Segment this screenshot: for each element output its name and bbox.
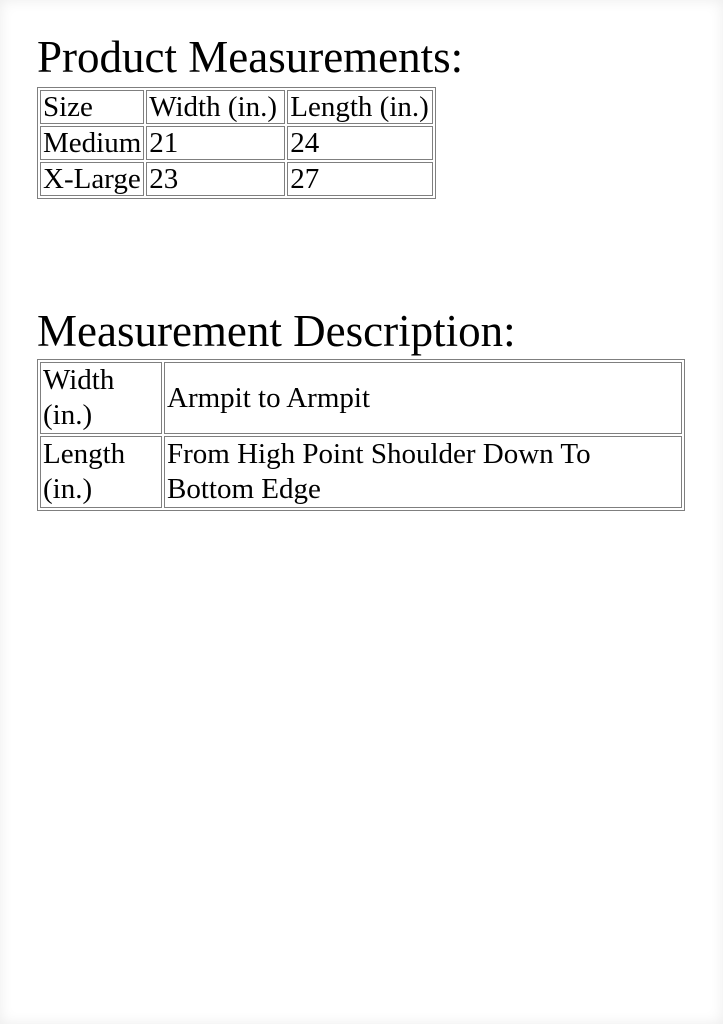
document-page: [0, 0, 723, 511]
table-row: [40, 362, 682, 434]
length-cell: 24: [287, 126, 433, 160]
length-cell: 27: [287, 162, 433, 196]
measurement-description-heading: Measurement Description:: [37, 306, 516, 356]
table-row: [40, 162, 433, 196]
table-row: [40, 436, 682, 508]
column-header-length: Length (in.): [287, 90, 433, 124]
column-header-size: Size: [40, 90, 144, 124]
table-header-row: [40, 90, 433, 124]
product-measurements-table: [37, 87, 436, 199]
measurement-description-cell: From High Point Shoulder Down To Bottom Edge: [164, 436, 682, 508]
width-cell: 23: [146, 162, 285, 196]
measurement-description-table: [37, 359, 685, 511]
width-cell: 21: [146, 126, 285, 160]
product-measurements-heading: Product Measurements:: [37, 32, 464, 82]
measurement-term-cell: Width (in.): [40, 362, 162, 434]
column-header-width: Width (in.): [146, 90, 285, 124]
size-cell: Medium: [40, 126, 144, 160]
measurement-term-cell: Length (in.): [40, 436, 162, 508]
table-row: [40, 126, 433, 160]
size-cell: X-Large: [40, 162, 144, 196]
measurement-description-cell: Armpit to Armpit: [164, 362, 682, 434]
